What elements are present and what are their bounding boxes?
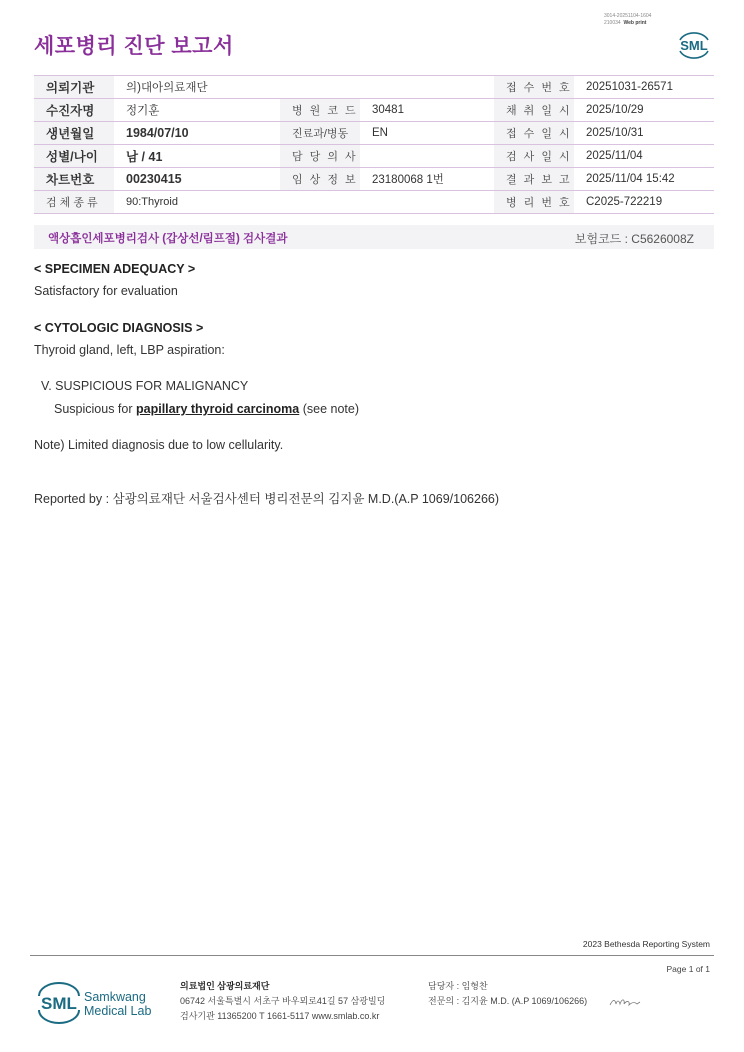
- specialist-label: 전문의 :: [428, 996, 460, 1006]
- page-title: 세포병리 진단 보고서: [34, 35, 234, 58]
- diagnosis-suffix: (see note): [302, 402, 360, 416]
- sml-footer-logo-icon: [36, 980, 82, 1026]
- value-report-date: 2025/11/04 15:42: [574, 168, 714, 191]
- manager-name: 임형찬: [461, 981, 488, 991]
- diagnosis-term: papillary thyroid carcinoma: [136, 402, 300, 416]
- value-pathology-no: C2025-722219: [574, 191, 714, 214]
- page-number: Page 1 of 1: [666, 964, 710, 974]
- diagnosis-prefix: Suspicious for: [54, 402, 133, 416]
- org-name: 의료법인 삼광의료재단: [180, 981, 270, 991]
- label-specimen-type: 검 체 종 류: [34, 191, 114, 214]
- table-row: [34, 99, 714, 122]
- brand-line1: Samkwang: [84, 990, 146, 1004]
- label-birthdate: 생년월일: [34, 122, 114, 145]
- label-requester: 의뢰기관: [34, 76, 114, 99]
- insurance-code: 보험코드 : C5626008Z: [574, 232, 694, 246]
- label-report-date: 결 과 보 고: [494, 168, 574, 191]
- value-specimen-type: 90:Thyroid: [114, 191, 280, 214]
- print-meta: [604, 13, 651, 27]
- value-hospital-code: 30481: [360, 99, 494, 122]
- label-hospital-code: 병 원 코 드: [280, 99, 360, 122]
- label-department: 진료과/병동: [280, 122, 360, 145]
- value-receipt-date: 2025/10/31: [574, 122, 714, 145]
- note-text: Note) Limited diagnosis due to low cellularity.: [34, 438, 284, 452]
- label-collection-date: 채 취 일 시: [494, 99, 574, 122]
- org-contact: 검사기관 11365200 T 1661-5117 www.smlab.co.kr: [180, 1011, 380, 1021]
- value-department: EN: [360, 122, 494, 145]
- adequacy-text: Satisfactory for evaluation: [34, 284, 178, 298]
- value-physician: [360, 145, 494, 168]
- diagnostic-category: V. SUSPICIOUS FOR MALIGNANCY: [41, 379, 249, 393]
- label-empty: [280, 76, 360, 99]
- label-test-date: 검 사 일 시: [494, 145, 574, 168]
- print-sub: 210034: [604, 20, 621, 26]
- label-receipt-no: 접 수 번 호: [494, 76, 574, 99]
- patient-info-table: [34, 75, 714, 214]
- value-test-date: 2025/11/04: [574, 145, 714, 168]
- org-address: 06742 서울특별시 서초구 바우뫼로41길 57 삼광빌딩: [180, 996, 386, 1006]
- brand-line2: Medical Lab: [84, 1004, 152, 1018]
- label-physician: 담 당 의 사: [280, 145, 360, 168]
- reporting-system: 2023 Bethesda Reporting System: [582, 939, 710, 949]
- signature-icon: [608, 996, 642, 1008]
- label-patient-name: 수진자명: [34, 99, 114, 122]
- org-block: [180, 979, 385, 1024]
- value-chart-no: 00230415: [114, 168, 280, 191]
- value-empty: [360, 76, 494, 99]
- print-label: Web print: [623, 20, 647, 26]
- value-birthdate: 1984/07/10: [114, 122, 280, 145]
- staff-block: [428, 979, 587, 1009]
- label-sex-age: 성별/나이: [34, 145, 114, 168]
- table-row: [34, 76, 714, 99]
- diagnosis-header: < CYTOLOGIC DIAGNOSIS >: [34, 321, 204, 335]
- result-bar: [34, 225, 714, 249]
- brand-name: [84, 990, 151, 1018]
- value-sex-age: 남 / 41: [114, 145, 280, 168]
- footer-divider: [30, 955, 714, 956]
- adequacy-header: < SPECIMEN ADEQUACY >: [34, 262, 196, 276]
- label-clinical-info: 임 상 정 보: [280, 168, 360, 191]
- footer-logo-text: SML: [41, 994, 77, 1013]
- manager-label: 담당자 :: [428, 981, 460, 991]
- print-code: 3014-20251104-1604: [604, 13, 652, 19]
- diagnosis-line: [54, 402, 359, 416]
- value-collection-date: 2025/10/29: [574, 99, 714, 122]
- table-row: [34, 145, 714, 168]
- table-row: [34, 168, 714, 191]
- specialist-name: 김지윤 M.D. (A.P 1069/106266): [461, 996, 588, 1006]
- test-name: 액상흡인세포병리검사 (갑상선/림프절) 검사결과: [48, 233, 288, 245]
- label-receipt-date: 접 수 일 시: [494, 122, 574, 145]
- sml-logo-icon: [674, 26, 714, 64]
- specimen-site: Thyroid gland, left, LBP aspiration:: [34, 343, 225, 357]
- reported-by: Reported by : 삼광의료재단 서울검사센터 병리전문의 김지윤 M.D.(A.P 1069/106266): [34, 492, 500, 506]
- value-requester: 의)대아의료재단: [114, 76, 280, 99]
- value-empty: [360, 191, 494, 214]
- table-row: [34, 191, 714, 214]
- logo-text: SML: [680, 38, 708, 53]
- value-clinical-info: 23180068 1번: [360, 168, 494, 191]
- table-row: [34, 122, 714, 145]
- label-chart-no: 차트번호: [34, 168, 114, 191]
- value-receipt-no: 20251031-26571: [574, 76, 714, 99]
- label-empty: [280, 191, 360, 214]
- label-pathology-no: 병 리 번 호: [494, 191, 574, 214]
- value-patient-name: 정기훈: [114, 99, 280, 122]
